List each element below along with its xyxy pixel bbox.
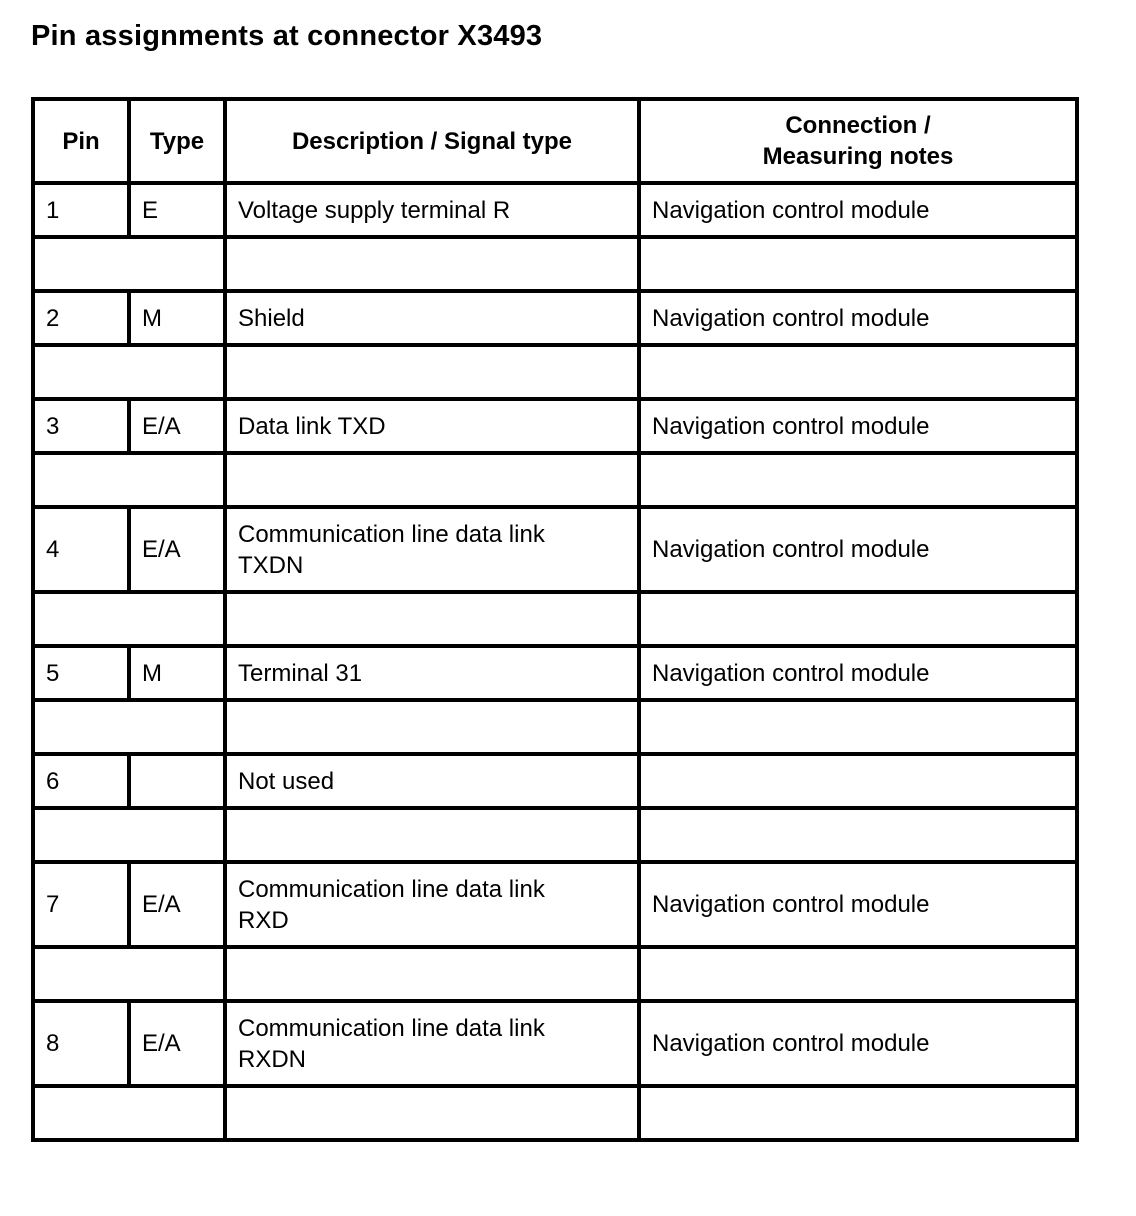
description-line1: Terminal 31 <box>238 659 363 687</box>
spacer-cell <box>225 237 639 291</box>
description-line1: Voltage supply terminal R <box>238 196 511 224</box>
description-cell <box>225 646 639 700</box>
description-line1: Communication line data link <box>238 875 545 903</box>
description-cell <box>225 1001 639 1086</box>
connection-cell: Navigation control module <box>639 399 1077 453</box>
connection-cell: Navigation control module <box>639 507 1077 592</box>
table-body <box>33 183 1077 1140</box>
spacer-cell <box>225 700 639 754</box>
description-cell <box>225 183 639 237</box>
description-line1: Communication line data link <box>238 1014 545 1042</box>
type-cell: M <box>129 291 225 345</box>
spacer-row <box>33 808 1077 862</box>
spacer-cell <box>225 345 639 399</box>
connection-cell: Navigation control module <box>639 1001 1077 1086</box>
spacer-cell <box>639 947 1077 1001</box>
spacer-cell <box>639 1086 1077 1140</box>
header-connection-line1: Connection / <box>785 112 931 139</box>
spacer-cell <box>33 237 225 291</box>
pin-cell: 2 <box>33 291 129 345</box>
spacer-cell <box>225 453 639 507</box>
description-line1: Shield <box>238 304 305 332</box>
connection-cell <box>639 754 1077 808</box>
table-row <box>33 1001 1077 1086</box>
spacer-cell <box>33 1086 225 1140</box>
spacer-row <box>33 1086 1077 1140</box>
spacer-row <box>33 947 1077 1001</box>
pin-assignment-table <box>31 97 1079 1142</box>
connection-cell: Navigation control module <box>639 646 1077 700</box>
type-cell: M <box>129 646 225 700</box>
spacer-cell <box>225 592 639 646</box>
spacer-row <box>33 453 1077 507</box>
description-line1: Data link TXD <box>238 412 386 440</box>
spacer-cell <box>225 1086 639 1140</box>
spacer-cell <box>639 453 1077 507</box>
spacer-cell <box>33 592 225 646</box>
description-line2: RXDN <box>238 1045 307 1073</box>
header-type: Type <box>129 99 225 183</box>
spacer-cell <box>639 237 1077 291</box>
pin-cell: 7 <box>33 862 129 947</box>
table-row <box>33 399 1077 453</box>
type-cell: E/A <box>129 399 225 453</box>
spacer-cell <box>639 592 1077 646</box>
page-title: Pin assignments at connector X3493 <box>31 20 543 52</box>
spacer-row <box>33 345 1077 399</box>
table-row <box>33 754 1077 808</box>
table-row <box>33 507 1077 592</box>
spacer-cell <box>639 345 1077 399</box>
spacer-row <box>33 700 1077 754</box>
spacer-cell <box>33 700 225 754</box>
spacer-cell <box>639 700 1077 754</box>
type-cell: E <box>129 183 225 237</box>
description-line2: TXDN <box>238 551 304 579</box>
type-cell <box>129 754 225 808</box>
type-cell: E/A <box>129 862 225 947</box>
pin-cell: 8 <box>33 1001 129 1086</box>
table-row <box>33 183 1077 237</box>
header-description: Description / Signal type <box>225 99 639 183</box>
type-cell: E/A <box>129 1001 225 1086</box>
pin-cell: 4 <box>33 507 129 592</box>
spacer-cell <box>225 808 639 862</box>
description-cell <box>225 507 639 592</box>
connection-cell: Navigation control module <box>639 862 1077 947</box>
spacer-cell <box>33 808 225 862</box>
description-cell <box>225 862 639 947</box>
table-row <box>33 646 1077 700</box>
spacer-row <box>33 592 1077 646</box>
pin-cell: 3 <box>33 399 129 453</box>
header-pin: Pin <box>33 99 129 183</box>
description-cell <box>225 291 639 345</box>
description-line1: Not used <box>238 767 335 795</box>
table-row <box>33 291 1077 345</box>
table-row <box>33 862 1077 947</box>
table-header-row <box>33 99 1077 183</box>
connection-cell: Navigation control module <box>639 291 1077 345</box>
type-cell: E/A <box>129 507 225 592</box>
spacer-row <box>33 237 1077 291</box>
description-line2: RXD <box>238 906 289 934</box>
spacer-cell <box>33 947 225 1001</box>
pin-cell: 1 <box>33 183 129 237</box>
pin-cell: 6 <box>33 754 129 808</box>
header-connection <box>639 99 1077 183</box>
description-cell <box>225 399 639 453</box>
pin-cell: 5 <box>33 646 129 700</box>
spacer-cell <box>639 808 1077 862</box>
spacer-cell <box>225 947 639 1001</box>
spacer-cell <box>33 345 225 399</box>
description-cell <box>225 754 639 808</box>
spacer-cell <box>33 453 225 507</box>
header-connection-line2: Measuring notes <box>762 143 954 170</box>
description-line1: Communication line data link <box>238 520 545 548</box>
connection-cell: Navigation control module <box>639 183 1077 237</box>
